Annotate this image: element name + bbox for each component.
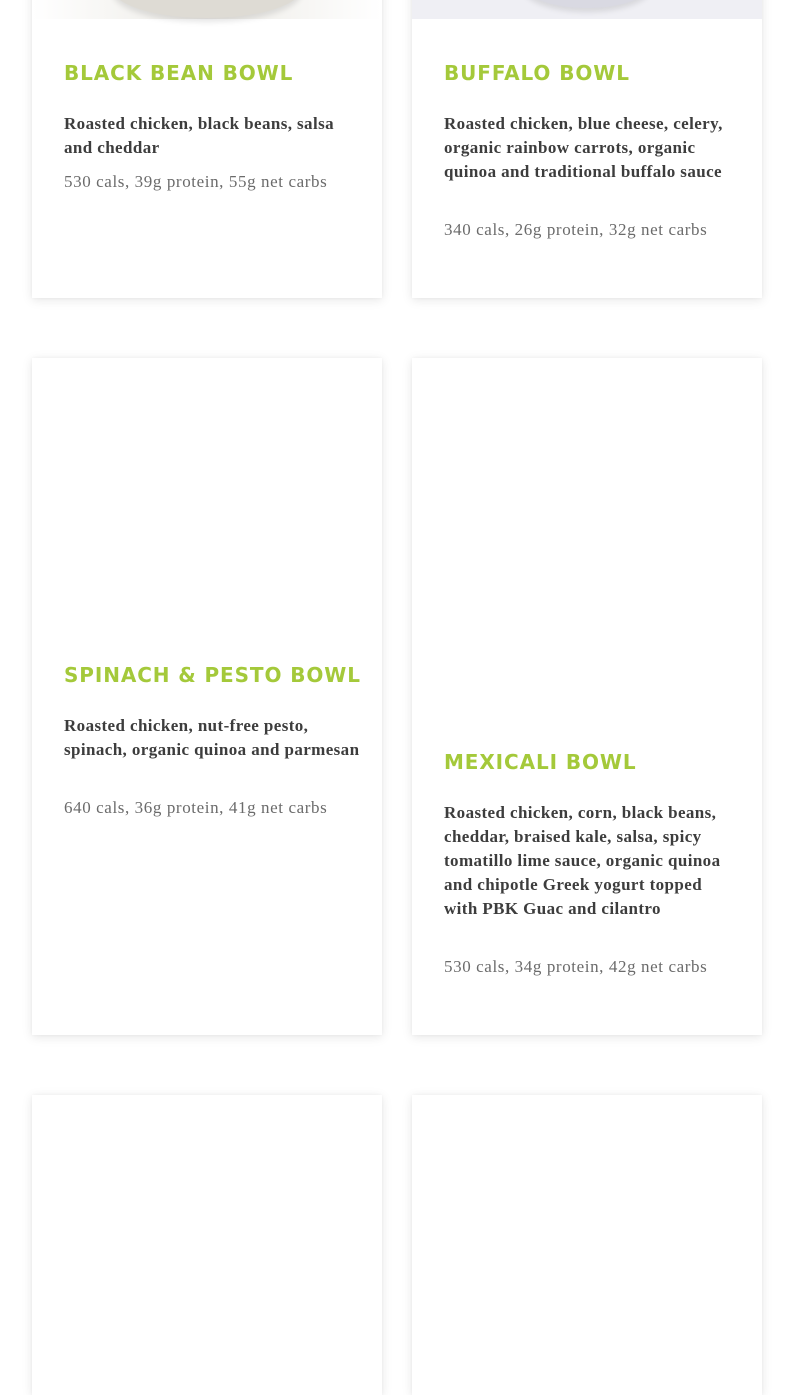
menu-card-mexicali-bowl[interactable] <box>412 358 762 1035</box>
card-description: Roasted chicken, blue cheese, celery, organic rainbow carrots, organic quinoa and traditional buffalo sauce <box>444 114 723 181</box>
card-nutrition: 530 cals, 39g protein, 55g net carbs <box>64 172 328 191</box>
card-description: Roasted chicken, corn, black beans, cheddar, braised kale, salsa, spicy tomatillo lime sauce, organic quinoa and chipotle Greek yogurt topped with PBK Guac and cilantro <box>444 803 721 918</box>
menu-card-spinach-pesto-bowl[interactable] <box>32 358 382 1035</box>
black-bean-bowl-image <box>32 0 382 19</box>
card-nutrition: 530 cals, 34g protein, 42g net carbs <box>444 957 708 976</box>
card-title: SPINACH & PESTO BOWL <box>64 663 361 687</box>
menu-card-next-right[interactable] <box>412 1095 762 1395</box>
buffalo-bowl-image <box>412 0 762 19</box>
menu-card-buffalo-bowl[interactable] <box>412 0 762 298</box>
card-nutrition: 340 cals, 26g protein, 32g net carbs <box>444 220 708 239</box>
card-description: Roasted chicken, black beans, salsa and cheddar <box>64 114 334 157</box>
menu-card-next-left[interactable] <box>32 1095 382 1395</box>
bowl-plate-icon <box>522 0 652 8</box>
bowl-plate-icon <box>112 0 302 18</box>
card-title: BLACK BEAN BOWL <box>64 61 294 85</box>
card-title: BUFFALO BOWL <box>444 61 630 85</box>
menu-card-black-bean-bowl[interactable] <box>32 0 382 298</box>
card-nutrition: 640 cals, 36g protein, 41g net carbs <box>64 798 328 817</box>
spinach-pesto-bowl-image <box>32 358 382 628</box>
card-description: Roasted chicken, nut-free pesto, spinach, organic quinoa and parmesan <box>64 716 360 759</box>
card-title: MEXICALI BOWL <box>444 750 637 774</box>
mexicali-bowl-image <box>412 358 762 718</box>
